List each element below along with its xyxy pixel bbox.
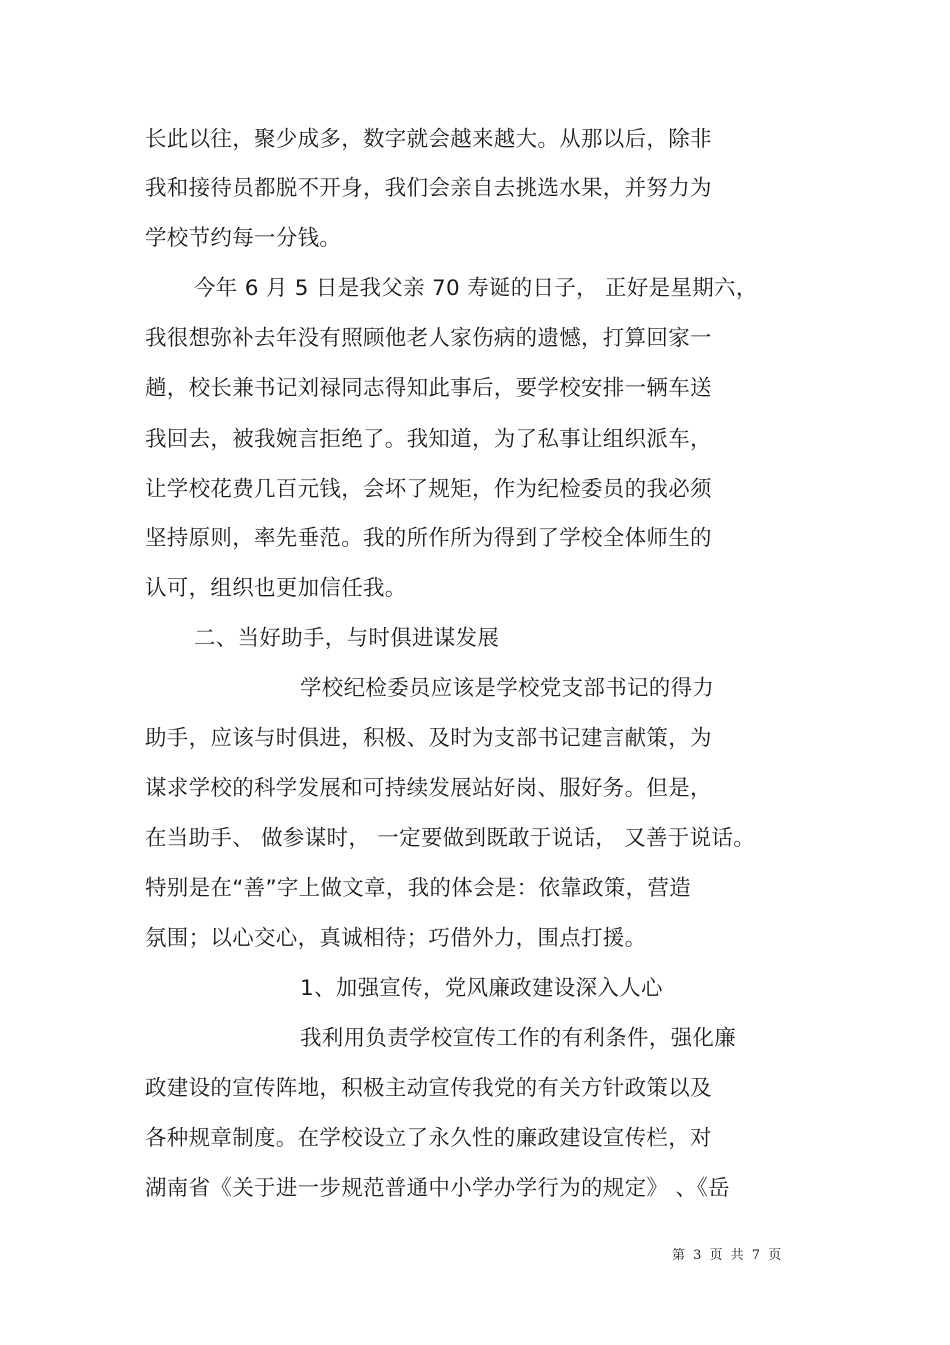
- paragraph-line: 湖南省《关于进一步规范普通中小学办学行为的规定》 、《岳: [145, 1176, 730, 1201]
- paragraph-line: 认可，组织也更加信任我。: [145, 576, 407, 601]
- paragraph-line: 我回去，被我婉言拒绝了。我知道，为了私事让组织派车，: [145, 427, 712, 452]
- paragraph-line: 我很想弥补去年没有照顾他老人家伤病的遗憾，打算回家一: [145, 326, 712, 351]
- paragraph-line: 特别是在“善”字上做文章，我的体会是：依靠政策，营造: [145, 876, 692, 901]
- paragraph-line: 我利用负责学校宣传工作的有利条件，强化廉: [300, 1026, 737, 1051]
- paragraph-line: 学校节约每一分钱。: [145, 226, 342, 251]
- paragraph-line: 坚持原则，率先垂范。我的所作所为得到了学校全体师生的: [145, 526, 712, 551]
- paragraph-line: 长此以往，聚少成多，数字就会越来越大。从那以后，除非: [145, 127, 712, 152]
- subsection-heading: 1、加强宣传，党风廉政建设深入人心: [300, 976, 663, 1001]
- section-heading: 二、当好助手，与时俱进谋发展: [194, 626, 500, 651]
- paragraph-line: 助手，应该与时俱进，积极、及时为支部书记建言献策，为: [145, 726, 712, 751]
- paragraph-line: 政建设的宣传阵地，积极主动宣传我党的有关方针政策以及: [145, 1076, 712, 1101]
- paragraph-line: 我和接待员都脱不开身，我们会亲自去挑选水果，并努力为: [145, 176, 712, 201]
- paragraph-line: 在当助手、 做参谋时， 一定要做到既敢于说话， 又善于说话。: [145, 826, 756, 851]
- paragraph-line: 各种规章制度。在学校设立了永久性的廉政建设宣传栏，对: [145, 1126, 712, 1151]
- paragraph-line: 氛围；以心交心，真诚相待；巧借外力，围点打援。: [145, 926, 647, 951]
- page-number: 第 3 页 共 7 页: [672, 1248, 784, 1263]
- paragraph-line: 今年 6 月 5 日是我父亲 70 寿诞的日子， 正好是星期六，: [194, 276, 758, 301]
- paragraph-line: 让学校花费几百元钱，会坏了规矩，作为纪检委员的我必须: [145, 477, 712, 502]
- paragraph-line: 趟，校长兼书记刘禄同志得知此事后，要学校安排一辆车送: [145, 376, 712, 401]
- paragraph-line: 学校纪检委员应该是学校党支部书记的得力: [300, 676, 715, 701]
- paragraph-line: 谋求学校的科学发展和可持续发展站好岗、服好务。但是，: [145, 776, 712, 801]
